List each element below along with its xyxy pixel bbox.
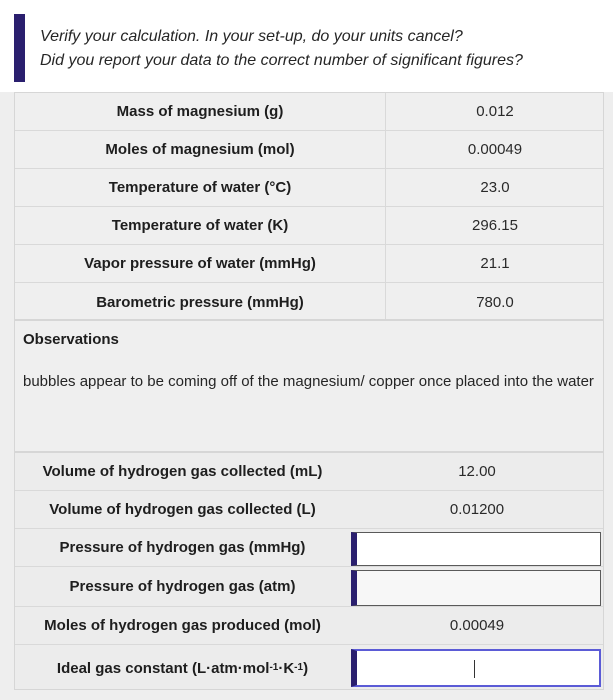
measurement-value: 780.0 [476, 293, 514, 311]
table-row [15, 169, 603, 207]
measurements-table [14, 92, 604, 320]
observations-text: bubbles appear to be coming off of the magnesium/ copper once placed into the water [23, 373, 594, 390]
text-caret [474, 660, 475, 678]
instruction-line-2: Did you report your data to the correct number of significant figures? [40, 52, 523, 69]
measurement-value: 0.00049 [467, 141, 523, 158]
result-value: 0.01200 [449, 501, 505, 518]
table-row [15, 567, 603, 607]
gas-constant-label: Ideal gas constant (L·atm·mol -1 ·K -1 ) [56, 659, 309, 677]
measurement-label: Barometric pressure (mmHg) [96, 293, 304, 311]
accent-bar [14, 14, 25, 82]
table-row [15, 607, 603, 645]
table-row [15, 131, 603, 169]
pressure-atm-input[interactable] [351, 570, 601, 606]
measurement-value: 23.0 [480, 179, 510, 196]
result-label: Pressure of hydrogen gas (atm) [69, 578, 296, 595]
pressure-mmhg-input[interactable] [351, 532, 601, 566]
table-row [15, 645, 603, 691]
table-row [15, 245, 603, 283]
table-row [15, 93, 603, 131]
observations-title: Observations [23, 331, 119, 348]
result-value: 0.00049 [449, 617, 505, 634]
measurement-label: Mass of magnesium (g) [116, 103, 284, 120]
result-label: Moles of hydrogen gas produced (mol) [44, 617, 321, 634]
table-row [15, 529, 603, 567]
table-row [15, 453, 603, 491]
result-label: Volume of hydrogen gas collected (mL) [42, 463, 323, 480]
measurement-label: Temperature of water (°C) [108, 179, 292, 196]
table-row [15, 283, 603, 321]
result-value: 12.00 [458, 463, 496, 480]
result-label: Volume of hydrogen gas collected (L) [49, 501, 316, 518]
observations-section [14, 320, 604, 452]
measurement-label: Temperature of water (K) [111, 217, 289, 234]
table-row [15, 491, 603, 529]
measurement-label: Vapor pressure of water (mmHg) [84, 255, 316, 272]
measurement-value: 296.15 [472, 217, 518, 234]
gas-constant-input[interactable] [351, 649, 601, 687]
instruction-line-1: Verify your calculation. In your set-up, do your units cancel? [40, 28, 463, 45]
instructions-header [0, 0, 613, 92]
measurement-label: Moles of magnesium (mol) [105, 141, 295, 158]
measurement-value: 21.1 [480, 255, 510, 272]
result-label: Pressure of hydrogen gas (mmHg) [59, 539, 306, 556]
table-row [15, 207, 603, 245]
results-table [14, 452, 604, 690]
measurement-value: 0.012 [476, 103, 514, 120]
